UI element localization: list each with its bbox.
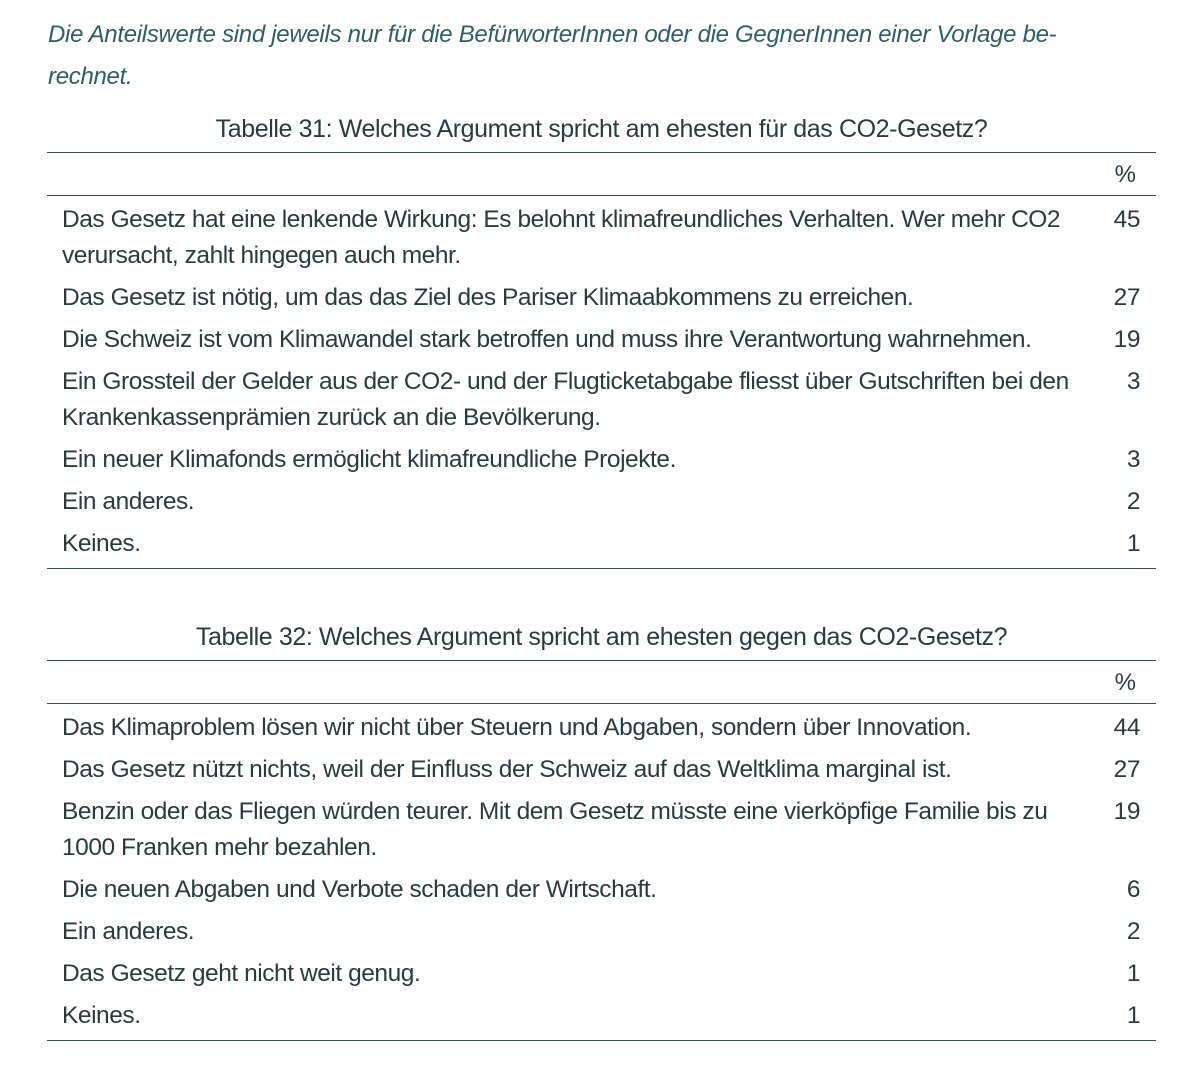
row-label: Das Gesetz hat eine lenkende Wirkung: Es belohnt klimafreundliches Verhalten. Wer mehr CO2 verursacht, zahlt hingegen auch mehr. — [62, 206, 1061, 269]
row-label: Ein anderes. — [62, 918, 195, 945]
row-label: Benzin oder das Fliegen würden teurer. Mit dem Gesetz müsste eine vierköpfige Familie bis zu 1000 Franken mehr bezahlen. — [62, 798, 1048, 861]
row-label: Ein neuer Klimafonds ermöglicht klimafreundliche Projekte. — [62, 446, 676, 473]
table-row — [47, 710, 1156, 746]
row-label: Das Klimaproblem lösen wir nicht über Steuern und Abgaben, sondern über Innovation. — [62, 714, 972, 741]
table-caption: Tabelle 32: Welches Argument spricht am ehesten gegen das CO2-Gesetz? — [195, 623, 1008, 651]
table-row — [47, 442, 1156, 478]
footnote-line-2: rechnet. — [48, 63, 133, 90]
table-row — [47, 484, 1156, 520]
row-value: 2 — [1126, 918, 1140, 945]
table-row — [47, 956, 1156, 992]
table-row — [47, 794, 1156, 866]
table-row — [47, 364, 1156, 436]
table-header-row — [47, 661, 1156, 703]
table-bottom-rule — [47, 1040, 1156, 1041]
row-label: Ein Grossteil der Gelder aus der CO2- und der Flugticketabgabe fliesst über Gutschriften bei den Krankenkassenprämien zurück an die Bevölkerung. — [62, 368, 1069, 431]
percent-column-header: % — [1114, 669, 1136, 696]
table-row — [47, 280, 1156, 316]
table-31 — [47, 112, 1156, 569]
row-value: 1 — [1126, 1002, 1140, 1029]
percent-column-header: % — [1114, 161, 1136, 188]
row-label: Ein anderes. — [62, 488, 195, 515]
row-label: Das Gesetz ist nötig, um das das Ziel des Pariser Klimaabkommens zu erreichen. — [62, 284, 914, 311]
row-value: 6 — [1126, 876, 1140, 903]
table-row — [47, 998, 1156, 1034]
row-value: 2 — [1126, 488, 1140, 515]
table-row — [47, 752, 1156, 788]
table-body — [47, 704, 1156, 1034]
row-value: 27 — [1113, 756, 1140, 783]
table-32 — [47, 620, 1156, 1041]
table-caption: Tabelle 31: Welches Argument spricht am ehesten für das CO2-Gesetz? — [215, 115, 988, 143]
row-label: Keines. — [62, 530, 141, 557]
row-value: 1 — [1126, 960, 1140, 987]
table-row — [47, 914, 1156, 950]
row-label: Keines. — [62, 1002, 141, 1029]
row-value: 3 — [1126, 446, 1140, 473]
row-value: 27 — [1113, 284, 1140, 311]
row-value: 3 — [1126, 368, 1140, 395]
table-row — [47, 202, 1156, 274]
row-label: Das Gesetz nützt nichts, weil der Einfluss der Schweiz auf das Weltklima marginal ist. — [62, 756, 952, 783]
row-label: Das Gesetz geht nicht weit genug. — [62, 960, 421, 987]
row-value: 19 — [1113, 798, 1140, 825]
row-value: 45 — [1113, 206, 1140, 233]
footnote-text — [48, 14, 1108, 98]
footnote-line-1: Die Anteilswerte sind jeweils nur für die BefürworterInnen oder die GegnerInnen einer Vorlage be- — [48, 21, 1057, 48]
table-row — [47, 872, 1156, 908]
table-row — [47, 526, 1156, 562]
row-value: 19 — [1113, 326, 1140, 353]
row-value: 44 — [1113, 714, 1140, 741]
row-label: Die neuen Abgaben und Verbote schaden der Wirtschaft. — [62, 876, 657, 903]
table-header-row — [47, 153, 1156, 195]
table-bottom-rule — [47, 568, 1156, 569]
row-value: 1 — [1126, 530, 1140, 557]
table-body — [47, 196, 1156, 562]
row-label: Die Schweiz ist vom Klimawandel stark betroffen und muss ihre Verantwortung wahrnehmen. — [62, 326, 1032, 353]
table-row — [47, 322, 1156, 358]
